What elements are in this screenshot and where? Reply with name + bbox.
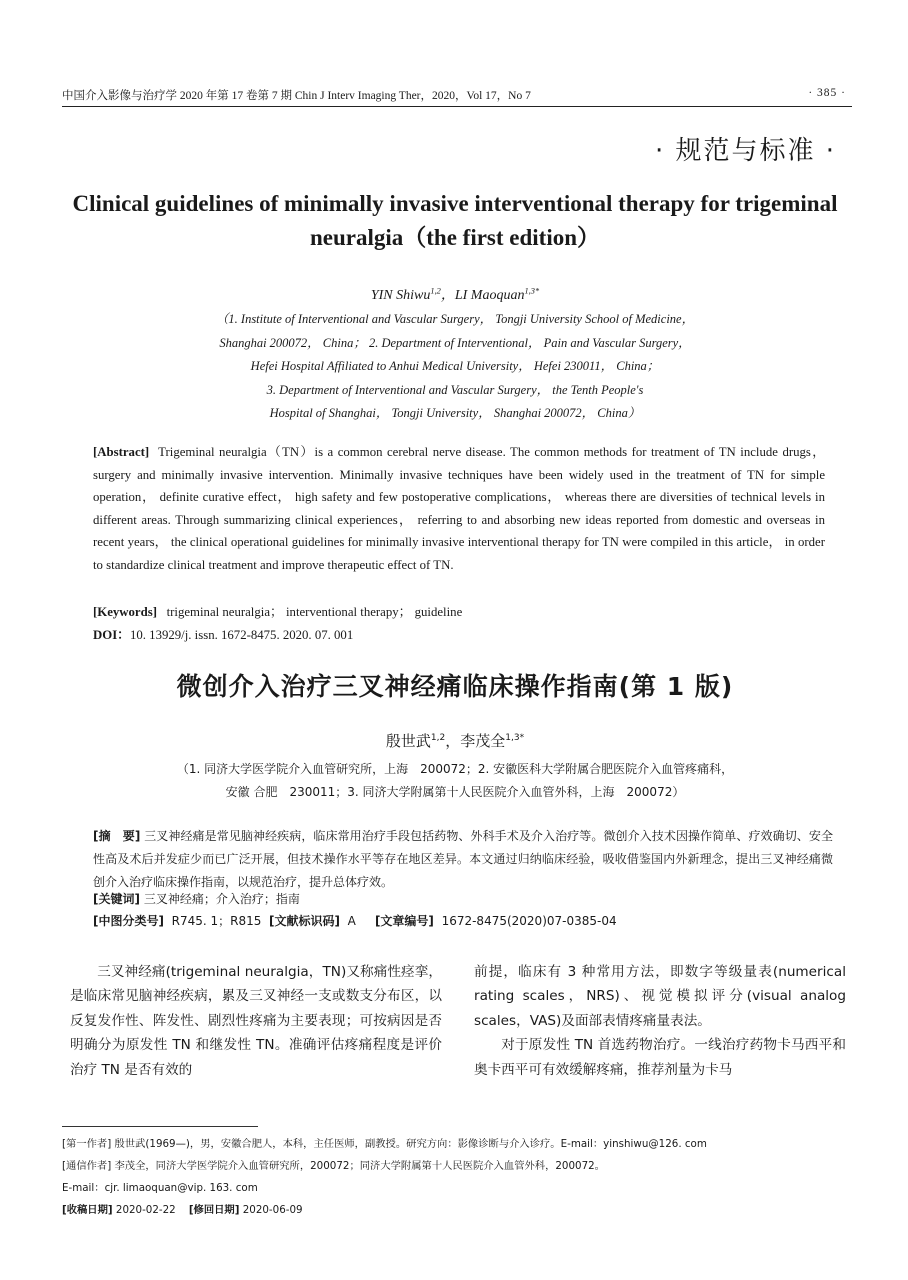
author-name: 殷世武 [385, 732, 431, 750]
affiliation-line: （1. Institute of Interventional and Vascular Surgery， Tongji University School of Medicine， [215, 312, 695, 326]
affiliation-line: 安徽 合肥 230011；3. 同济大学附属第十人民医院介入血管外科，上海 200072） [225, 785, 685, 799]
clc-value: R745. 1；R815 [171, 914, 262, 928]
classification-line [93, 910, 833, 933]
section-label: · 规范与标准 · [654, 136, 836, 166]
chinese-authors [60, 730, 850, 751]
article-number-value: 1672-8475(2020)07-0385-04 [441, 914, 617, 928]
article-number-label: [文章编号] [374, 914, 434, 928]
keywords-text: trigeminal neuralgia； interventional therapy； guideline [166, 605, 463, 619]
doi-value: 10. 13929/j. issn. 1672-8475. 2020. 07. 001 [129, 628, 354, 642]
body-paragraph: 对于原发性 TN 首选药物治疗。一线治疗药物卡马西平和奥卡西平可有效缓解疼痛，推荐剂量为卡马 [474, 1037, 846, 1078]
clc-label: [中图分类号] [93, 914, 164, 928]
english-title: Clinical guidelines of minimally invasive interventional therapy for trigeminal neuralgia（the first edition） [72, 191, 838, 250]
english-affiliations [60, 308, 850, 426]
affiliation-line: （1. 同济大学医学院介入血管研究所，上海 200072；2. 安徽医科大学附属合肥医院介入血管疼痛科， [176, 762, 734, 776]
english-abstract [93, 441, 825, 577]
footnote-rule [62, 1126, 258, 1127]
affiliation-line: Hefei Hospital Affiliated to Anhui Medical University， Hefei 230011， China； [250, 359, 660, 373]
author-affil-marker: 1,3* [505, 733, 525, 743]
author-affil-marker: 1,2 [430, 286, 441, 296]
affiliation-line: Shanghai 200072， China； 2. Department of Interventional， Pain and Vascular Surgery， [219, 335, 691, 350]
author-name: 李茂全 [460, 732, 506, 750]
keywords-label: [关键词] [93, 892, 140, 906]
corresponding-author-note: [通信作者] 李茂全，同济大学医学院介入血管研究所，200072；同济大学附属第十人民医院介入血管外科，200072。 [62, 1160, 605, 1172]
author-affil-marker: 1,2 [430, 733, 446, 743]
abstract-label: [Abstract] [93, 445, 150, 459]
author-separator: ， [440, 288, 455, 303]
received-label: [收稿日期] [62, 1204, 113, 1216]
body-column-right [474, 960, 846, 1082]
english-keywords [93, 601, 825, 620]
revised-date: 2020-06-09 [242, 1204, 303, 1216]
doc-code-value: A [347, 914, 356, 928]
doi-line [93, 624, 825, 643]
body-paragraph: 三叉神经痛(trigeminal neuralgia，TN)又称痛性痉挛，是临床常见脑神经疾病，累及三叉神经一支或数支分布区，以反复发作性、阵发性、剧烈性疼痛为主要表现；可按病因是否明确分为原发性 TN 和继发性 TN。准确评估疼痛程度是评价治疗 TN 是否有效的 [70, 964, 442, 1078]
chinese-keywords [93, 888, 833, 911]
author-name: YIN Shiwu [370, 288, 431, 303]
received-date: 2020-02-22 [115, 1204, 176, 1216]
revised-label: [修回日期] [188, 1204, 240, 1216]
footnotes [62, 1133, 862, 1221]
journal-citation: 中国介入影像与治疗学 2020 年第 17 卷第 7 期 Chin J Interv Imaging Ther，2020，Vol 17，No 7 [62, 90, 531, 102]
page-number: · 385 · [808, 87, 846, 99]
keywords-text: 三叉神经痛；介入治疗；指南 [143, 892, 300, 906]
abstract-text: 三叉神经痛是常见脑神经疾病，临床常用治疗手段包括药物、外科手术及介入治疗等。微创介入技术因操作简单、疗效确切、安全性高及术后并发症少而已广泛开展，但技术操作水平等存在地区差异。本文通过归纳临床经验，吸收借鉴国内外新理念，提出三叉神经痛微创介入治疗临床操作指南，以规范治疗，提升总体疗效。 [93, 829, 833, 889]
author-name: LI Maoquan [454, 288, 525, 303]
author-separator: ， [445, 732, 461, 750]
english-authors [60, 284, 850, 304]
body-column-left [70, 960, 442, 1082]
chinese-abstract [93, 825, 833, 894]
author-affil-marker: 1,3* [524, 286, 540, 296]
dates-line [62, 1199, 862, 1221]
abstract-text: Trigeminal neuralgia（TN）is a common cerebral nerve disease. The common methods for treatment of TN include drugs， surgery and minimally invasive intervention. Minimally invasive techniques have been widely used in the treatment of TN for simple operation， definite curative effect， high safety and few postoperative complications， whereas there are diversities of technical levels in different areas. Through summarizing clinical experiences， referring to and absorbing new ideas reported from domestic and overseas in recent years， the clinical operational guidelines for minimally invasive interventional therapy for TN were compiled in this article， in order to standardize clinical treatment and improve therapeutic effect of TN. [93, 445, 825, 572]
running-header [62, 87, 852, 105]
keywords-label: [Keywords] [93, 605, 157, 619]
body-paragraph: 前提，临床有 3 种常用方法，即数字等级量表(numerical rating scales，NRS)、视觉模拟评分(visual analog scales，VAS)及面部表情疼痛量表法。 [474, 964, 846, 1029]
doi-label: DOI： [93, 628, 130, 642]
doc-code-label: [文献标识码] [269, 914, 340, 928]
affiliation-line: Hospital of Shanghai， Tongji University， Shanghai 200072， China） [269, 406, 641, 420]
affiliation-line: 3. Department of Interventional and Vascular Surgery， the Tenth People's [266, 382, 644, 397]
chinese-title: 微创介入治疗三叉神经痛临床操作指南(第 1 版) [176, 672, 734, 701]
first-author-note: [第一作者] 殷世武(1969—)，男，安徽合肥人，本科，主任医师，副教授。研究方向：影像诊断与介入诊疗。E-mail：yinshiwu@126. com [62, 1138, 707, 1150]
corresponding-email: E-mail：cjr. limaoquan@vip. 163. com [62, 1182, 258, 1194]
header-rule [62, 106, 852, 107]
abstract-label: [摘 要] [93, 829, 141, 843]
chinese-affiliations [60, 758, 850, 804]
